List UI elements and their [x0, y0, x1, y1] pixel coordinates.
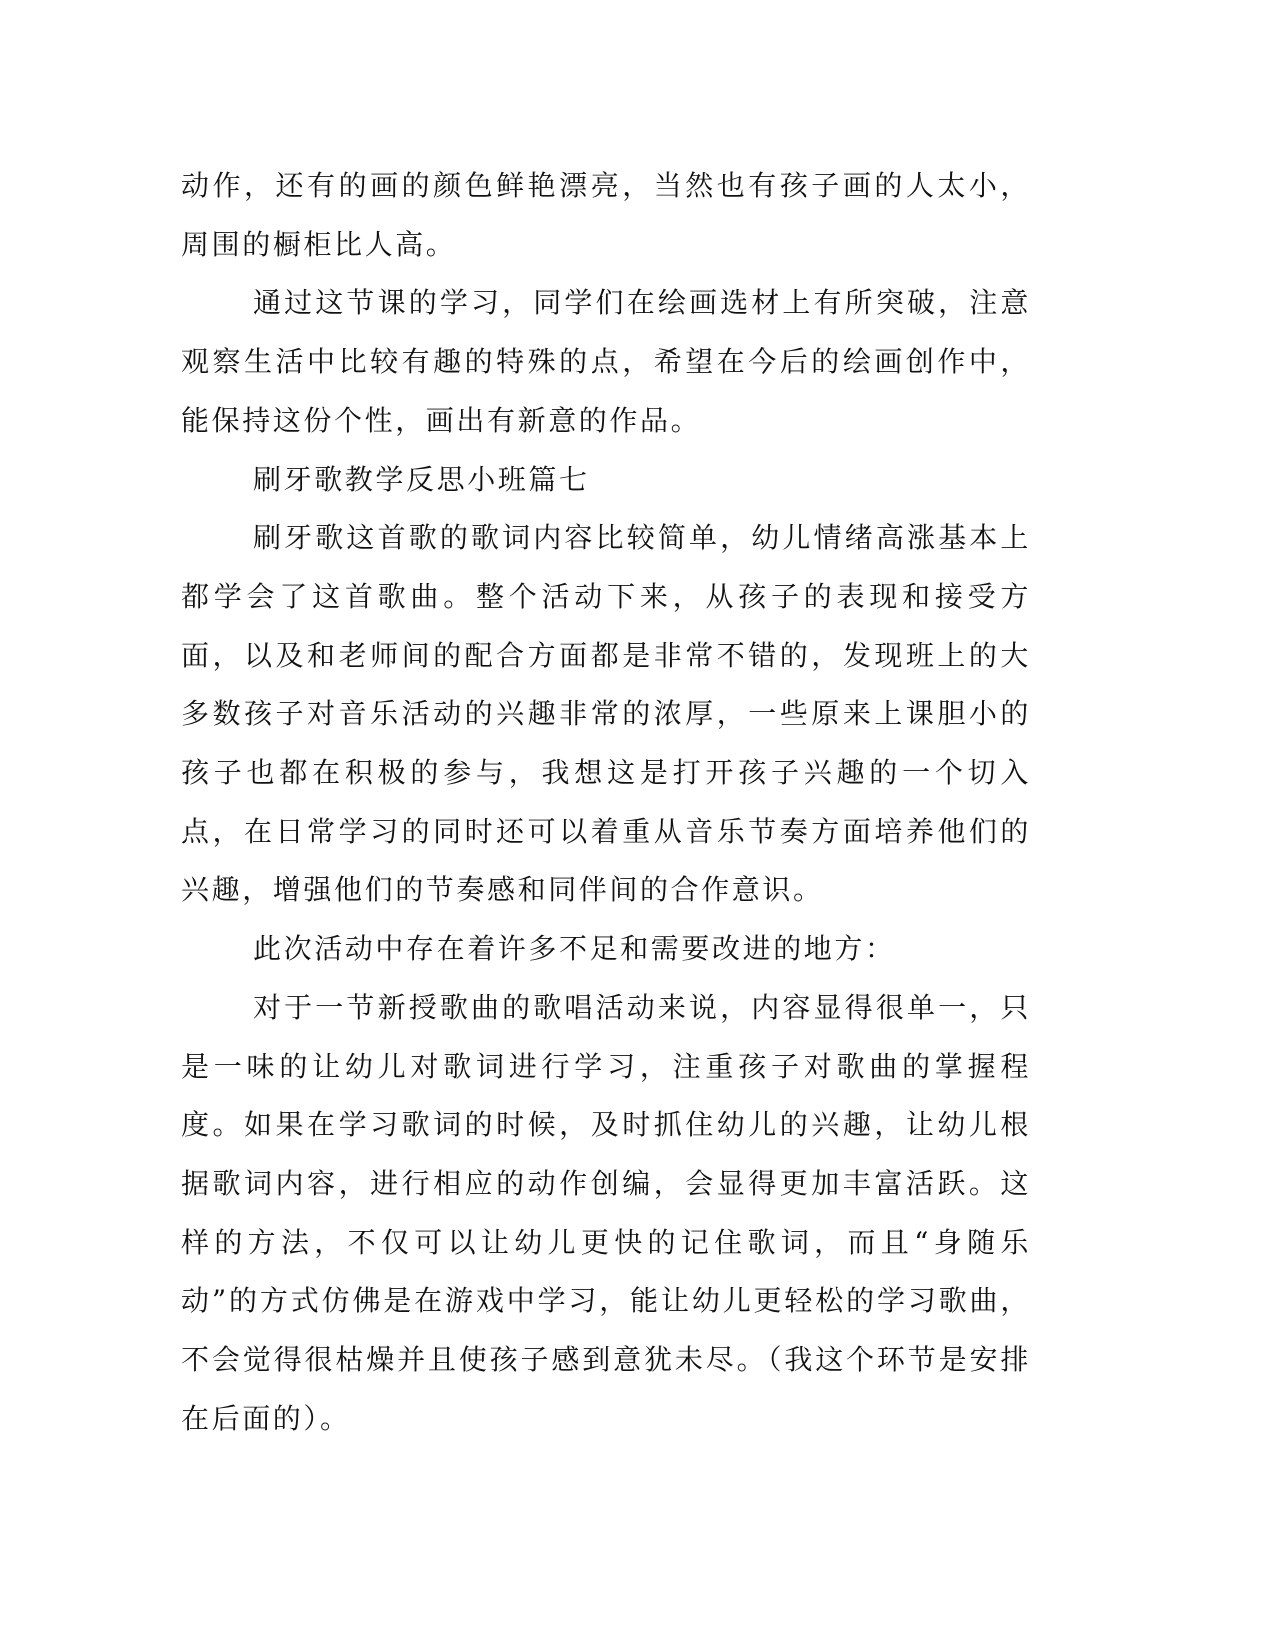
- paragraph-improvement: 对于一节新授歌曲的歌唱活动来说，内容显得很单一，只是一味的让幼儿对歌词进行学习，注重孩子对歌曲的掌握程度。如果在学习歌词的时候，及时抓住幼儿的兴趣，让幼儿根据歌词内容，进行相应的动作创编，会显得更加丰富活跃。这样的方法，不仅可以让幼儿更快的记住歌词，而且“身随乐动”的方式仿佛是在游戏中学习，能让幼儿更轻松的学习歌曲，不会觉得很枯燥并且使孩子感到意犹未尽。（我这个环节是安排在后面的）。: [181, 990, 1031, 1435]
- section-heading: 刷牙歌教学反思小班篇七: [253, 462, 590, 496]
- paragraph-summary: 通过这节课的学习，同学们在绘画选材上有所突破，注意观察生活中比较有趣的特殊的点，希望在今后的绘画创作中，能保持这份个性，画出有新意的作品。: [181, 286, 1031, 437]
- paragraph-continuation: 动作，还有的画的颜色鲜艳漂亮，当然也有孩子画的人太小，周围的橱柜比人高。: [181, 169, 1031, 261]
- paragraph-shortcomings-intro: 此次活动中存在着许多不足和需要改进的地方：: [253, 932, 896, 966]
- document-body: [181, 157, 1031, 1448]
- paragraph-reflection: 刷牙歌这首歌的歌词内容比较简单，幼儿情绪高涨基本上都学会了这首歌曲。整个活动下来，从孩子的表现和接受方面，以及和老师间的配合方面都是非常不错的，发现班上的大多数孩子对音乐活动的兴趣非常的浓厚，一些原来上课胆小的孩子也都在积极的参与，我想这是打开孩子兴趣的一个切入点，在日常学习的同时还可以着重从音乐节奏方面培养他们的兴趣，增强他们的节奏感和同伴间的合作意识。: [181, 521, 1031, 907]
